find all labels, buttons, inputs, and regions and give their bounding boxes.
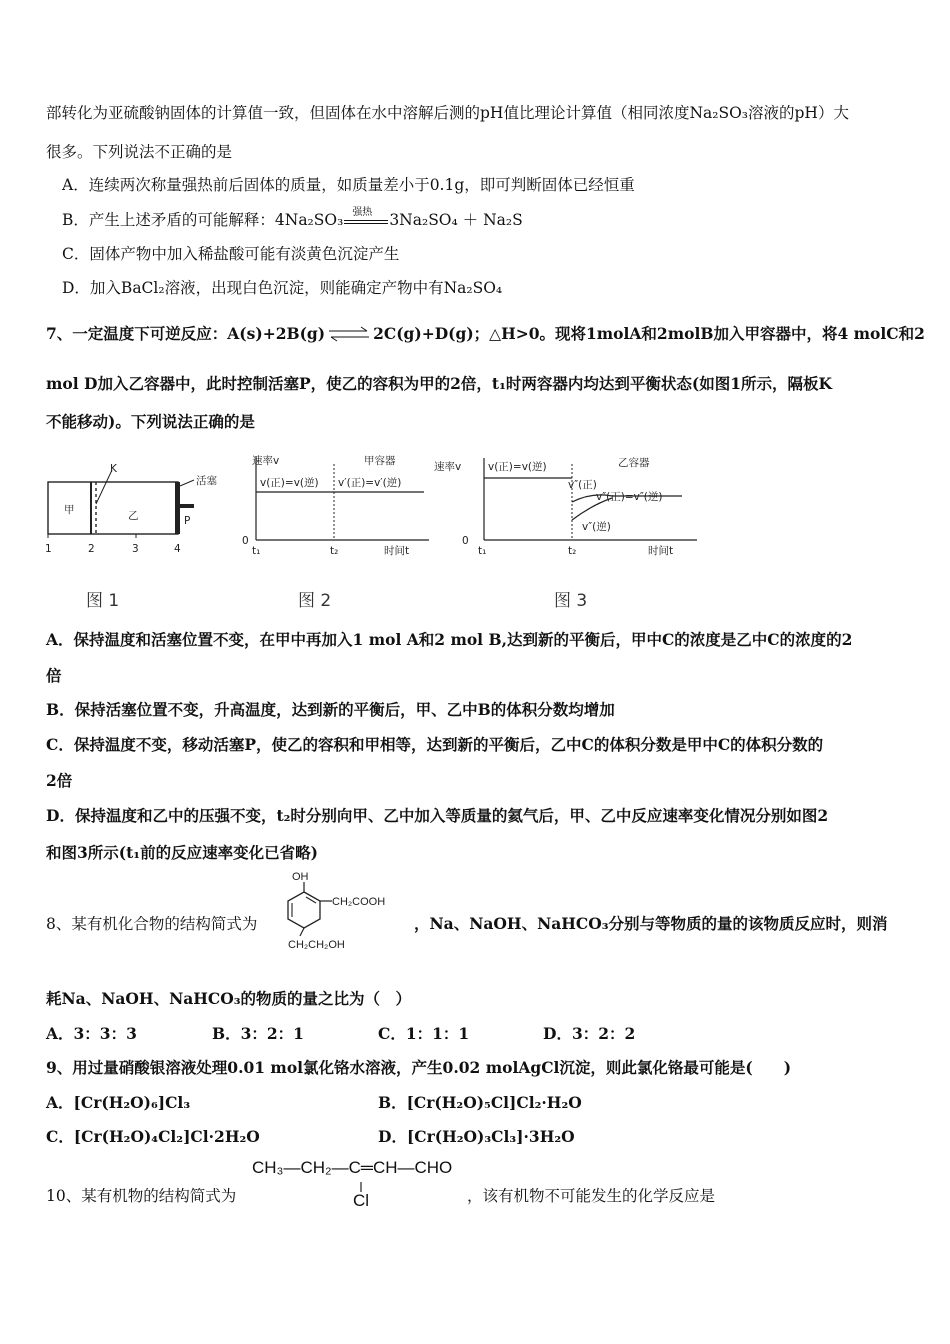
figure-2-rate-graph [234, 450, 434, 564]
fig2-eq2: v′(正)=v′(逆) [338, 477, 402, 489]
q8-stem-post: ，Na、NaOH、NaHCO₃分别与等物质的量的该物质反应时，则消 [414, 914, 888, 933]
fig2-title: 甲容器 [364, 455, 396, 467]
fig1-tick-2: 2 [88, 543, 95, 555]
q8-option-d: D．3：2：2 [543, 1024, 636, 1043]
fig1-k-label: K [110, 463, 117, 475]
fig3-t2: t₂ [568, 545, 577, 557]
fig3-title: 乙容器 [618, 457, 650, 469]
fig3-t1: t₁ [478, 545, 487, 557]
fig3-ylabel: 速率v [434, 461, 462, 473]
fig3-xlabel: 时间t [648, 545, 674, 557]
fig3-eq1: v(正)=v(逆) [488, 461, 547, 473]
equilibrium-arrow-icon [327, 326, 371, 344]
q8-ch2ch2oh-label: CH₂CH₂OH [288, 939, 345, 951]
figure-3-caption: 图 3 [554, 591, 588, 611]
fig1-huosai-label: 活塞 [196, 475, 217, 487]
q6-option-c: C．固体产物中加入稀盐酸可能有淡黄色沉淀产生 [62, 245, 400, 263]
q8-oh-label: OH [292, 871, 309, 883]
figure-2-caption: 图 2 [298, 591, 332, 611]
figure-3-rate-graph [432, 450, 712, 564]
fig1-yi-label: 乙 [128, 510, 139, 522]
fig2-eq1: v(正)=v(逆) [260, 477, 319, 489]
fig2-ylabel: 速率v [252, 455, 280, 467]
q8-option-b: B．3：2：1 [212, 1024, 304, 1043]
heat-arrow-label: 强热 [352, 207, 373, 218]
fig2-t2: t₂ [330, 545, 339, 557]
fig3-eq2: v″(正)=v″(逆) [596, 491, 663, 503]
fig3-vpp-zheng: v″(正) [568, 479, 597, 491]
fig1-jia-label: 甲 [64, 504, 75, 516]
q8-stem-line2: 耗Na、NaOH、NaHCO₃的物质的量之比为（ ） [46, 989, 412, 1008]
fig1-tick-4: 4 [174, 543, 181, 555]
q6-option-a: A．连续两次称量强热前后固体的质量，如质量差小于0.1g，即可判断固体已经恒重 [62, 176, 635, 194]
q9-option-a: A．[Cr(H₂O)₆]Cl₃ [46, 1093, 191, 1112]
q7-option-a-line1: A．保持温度和活塞位置不变，在甲中再加入1 mol A和2 mol B,达到新的平衡后，甲中C的浓度是乙中C的浓度的2 [46, 630, 853, 649]
fig1-p-label: P [184, 515, 191, 527]
fig1-tick-3: 3 [132, 543, 139, 555]
q10-cl-label: Cl [353, 1191, 370, 1210]
fig2-t1: t₁ [252, 545, 261, 557]
q7-option-d-line2: 和图3所示(t₁前的反应速率变化已省略) [46, 843, 318, 862]
q7-stem-line1 [46, 322, 925, 344]
q8-structure-diagram [270, 868, 420, 958]
q9-option-d: D．[Cr(H₂O)₃Cl₃]·3H₂O [378, 1127, 575, 1146]
q7-option-c-line2: 2倍 [46, 771, 73, 790]
q9-stem: 9、用过量硝酸银溶液处理0.01 mol氯化铬水溶液，产生0.02 molAgCl沉淀，则此氯化铬最可能是( ) [46, 1058, 792, 1077]
q8-ch2cooh-label: CH₂COOH [332, 896, 386, 908]
q10-stem-pre: 10、某有机物的结构简式为 [46, 1187, 237, 1205]
q6-option-b-post: 3Na₂SO₄ ＋ Na₂S [389, 211, 523, 229]
q7-option-b: B．保持活塞位置不变，升高温度，达到新的平衡后，甲、乙中B的体积分数均增加 [46, 700, 615, 719]
fig2-origin: 0 [242, 535, 249, 547]
q8-stem-pre: 8、某有机化合物的结构简式为 [46, 915, 258, 933]
q6-option-d: D．加入BaCl₂溶液，出现白色沉淀，则能确定产物中有Na₂SO₄ [62, 279, 503, 297]
q7-stem-pre: 7、一定温度下可逆反应：A(s)+2B(g) [46, 324, 326, 343]
q6-stem-line1: 部转化为亚硫酸钠固体的计算值一致，但固体在水中溶解后测的pH值比理论计算值（相同浓度Na₂SO₃溶液的pH）大 [46, 104, 849, 122]
q9-option-c: C．[Cr(H₂O)₄Cl₂]Cl·2H₂O [46, 1127, 260, 1146]
q9-option-b: B．[Cr(H₂O)₅Cl]Cl₂·H₂O [378, 1093, 582, 1112]
q8-option-a: A．3：3：3 [46, 1024, 137, 1043]
q6-stem-line2: 很多。下列说法不正确的是 [46, 143, 233, 161]
q7-option-d-line1: D．保持温度和乙中的压强不变，t₂时分别向甲、乙中加入等质量的氦气后，甲、乙中反应速率变化情况分别如图2 [46, 806, 829, 825]
heat-arrow [344, 207, 388, 229]
fig3-origin: 0 [462, 535, 469, 547]
q7-option-c-line1: C．保持温度不变，移动活塞P，使乙的容积和甲相等，达到新的平衡后，乙中C的体积分数是甲中C的体积分数的 [46, 735, 824, 754]
q7-stem-line2: mol D加入乙容器中，此时控制活塞P，使乙的容积为甲的2倍，t₁时两容器内均达到平衡状态(如图1所示，隔板K [46, 374, 832, 393]
fig1-tick-1: 1 [45, 543, 52, 555]
q7-option-a-line2: 倍 [46, 666, 62, 685]
q7-stem-line3: 不能移动)。下列说法正确的是 [46, 412, 255, 431]
q8-option-c: C．1：1：1 [378, 1024, 470, 1043]
q7-stem-post: 2C(g)+D(g)；△H>0。现将1molA和2molB加入甲容器中，将4 molC和2 [373, 324, 925, 343]
figure-1-caption: 图 1 [86, 591, 120, 611]
q10-formula: CH₃—CH₂—C═CH—CHO [252, 1158, 453, 1177]
q6-option-b [62, 208, 523, 230]
fig2-xlabel: 时间t [384, 545, 410, 557]
figure-1-container-diagram [44, 462, 234, 566]
q10-stem-post: ，该有机物不可能发生的化学反应是 [467, 1187, 716, 1205]
q6-option-b-pre: B．产生上述矛盾的可能解释：4Na₂SO₃ [62, 211, 344, 229]
fig3-vpp-ni: v″(逆) [582, 521, 611, 533]
